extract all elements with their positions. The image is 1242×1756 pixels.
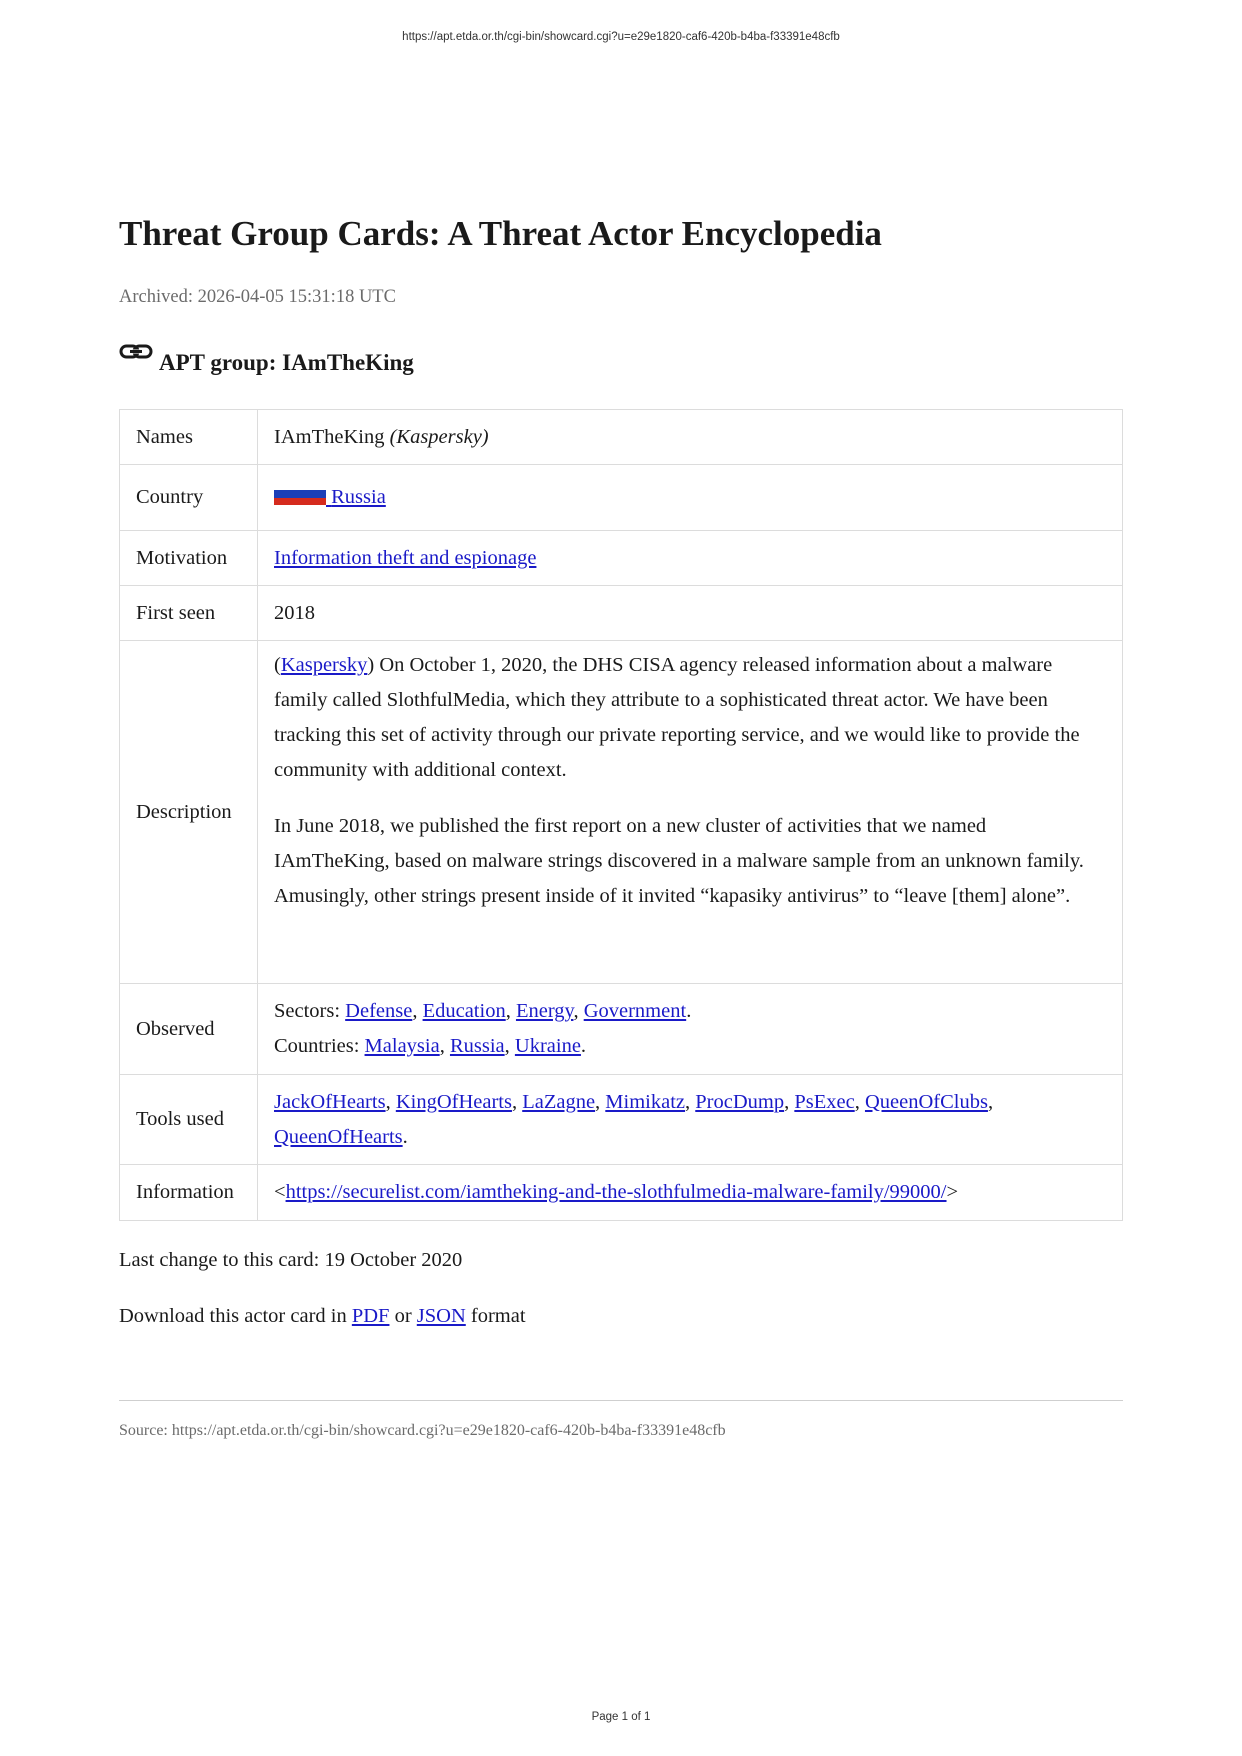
first-seen-label: First seen xyxy=(120,586,258,641)
names-label: Names xyxy=(120,410,258,465)
observed-value xyxy=(258,984,1123,1075)
flag-stripe-middle xyxy=(274,490,326,497)
information-label: Information xyxy=(120,1165,258,1221)
page-number: Page 1 of 1 xyxy=(591,1711,651,1723)
last-change: Last change to this card: 19 October 2020 xyxy=(119,1249,463,1271)
countries-label: Countries: xyxy=(274,1035,365,1057)
flag-stripe-top xyxy=(274,483,326,490)
sector-link-government[interactable]: Government xyxy=(583,1000,687,1022)
row-information xyxy=(120,1165,1123,1221)
sectors-label: Sectors: xyxy=(274,1000,346,1022)
information-value xyxy=(258,1165,1123,1221)
row-motivation xyxy=(120,531,1123,586)
observed-countries: Countries: Malaysia, Russia, Ukraine. xyxy=(274,1035,587,1057)
print-header-url: https://apt.etda.or.th/cgi-bin/showcard.cgi?u=e29e1820-caf6-420b-b4ba-f33391e48cfb xyxy=(402,31,840,43)
row-observed xyxy=(120,984,1123,1075)
flag-stripe-bottom xyxy=(274,498,326,505)
country-value xyxy=(258,465,1123,531)
names-value xyxy=(258,410,1123,465)
download-line xyxy=(119,1305,526,1328)
tool-link-jackofhearts[interactable]: JackOfHearts xyxy=(274,1090,386,1113)
sector-link-energy[interactable]: Energy xyxy=(515,1000,574,1022)
observed-sectors: Sectors: Defense, Education, Energy, Government. xyxy=(274,1000,692,1022)
link-icon[interactable] xyxy=(119,340,153,366)
tool-link-procdump[interactable]: ProcDump xyxy=(695,1090,785,1113)
country-link-russia[interactable]: Russia xyxy=(449,1035,505,1057)
tool-link-kingofhearts[interactable]: KingOfHearts xyxy=(395,1090,512,1113)
tools-label: Tools used xyxy=(120,1075,258,1165)
pdf-link[interactable]: PDF xyxy=(351,1305,390,1327)
row-first-seen xyxy=(120,586,1123,641)
observed-label: Observed xyxy=(120,984,258,1075)
download-suffix: format xyxy=(465,1305,526,1327)
information-url-link[interactable]: https://securelist.com/iamtheking-and-the-slothfulmedia-malware-family/99000/ xyxy=(285,1181,947,1203)
row-country xyxy=(120,465,1123,531)
sector-link-education[interactable]: Education xyxy=(422,1000,506,1022)
country-link-ukraine[interactable]: Ukraine xyxy=(514,1035,581,1057)
russia-flag-icon xyxy=(274,483,326,505)
description-text-1: ) On October 1, 2020, the DHS CISA agency released information about a malware family called SlothfulMedia, which they attribute to a sophisticated threat actor. We have been tracking this set of activity through our private reporting service, and we would like to provide the community with additional context. xyxy=(274,654,1080,781)
page-title: Threat Group Cards: A Threat Actor Encyclopedia xyxy=(119,214,882,253)
divider xyxy=(119,1400,1123,1401)
download-prefix: Download this actor card in xyxy=(119,1305,352,1327)
motivation-value xyxy=(258,531,1123,586)
paren-open: ( xyxy=(274,654,281,676)
group-heading xyxy=(119,340,414,376)
row-names xyxy=(120,410,1123,465)
tool-link-psexec[interactable]: PsExec xyxy=(794,1090,855,1113)
row-description xyxy=(120,641,1123,984)
angle-open: < xyxy=(274,1181,286,1203)
country-link-malaysia[interactable]: Malaysia xyxy=(364,1035,440,1057)
tool-link-mimikatz[interactable]: Mimikatz xyxy=(605,1090,686,1113)
angle-close: > xyxy=(946,1181,959,1203)
name-source: (Kaspersky) xyxy=(389,425,489,448)
source-url: Source: https://apt.etda.or.th/cgi-bin/showcard.cgi?u=e29e1820-caf6-420b-b4ba-f33391e48cfb xyxy=(119,1422,726,1439)
download-or: or xyxy=(389,1305,417,1327)
country-label: Country xyxy=(120,465,258,531)
json-link[interactable]: JSON xyxy=(416,1305,466,1327)
tool-link-queenofclubs[interactable]: QueenOfClubs xyxy=(864,1090,988,1113)
country-link[interactable] xyxy=(274,486,386,508)
group-title: APT group: IAmTheKing xyxy=(159,350,414,375)
actor-name: IAmTheKing xyxy=(274,425,385,448)
first-seen-value: 2018 xyxy=(258,586,1123,641)
tool-link-queenofhearts[interactable]: QueenOfHearts xyxy=(274,1125,403,1148)
tool-link-lazagne[interactable]: LaZagne xyxy=(522,1090,596,1113)
sector-link-defense[interactable]: Defense xyxy=(345,1000,413,1022)
description-label: Description xyxy=(120,641,258,984)
kaspersky-link[interactable]: Kaspersky xyxy=(280,654,368,676)
actor-card-table xyxy=(119,409,1123,1221)
description-paragraph-1 xyxy=(274,648,1106,788)
description-value xyxy=(258,641,1123,984)
tools-value: JackOfHearts, KingOfHearts, LaZagne, Mimikatz, ProcDump, PsExec, QueenOfClubs, QueenOfHearts. xyxy=(258,1075,1123,1165)
description-paragraph-2: In June 2018, we published the first report on a new cluster of activities that we named IAmTheKing, based on malware strings discovered in a malware sample from an unknown family. Amusingly, other strings present inside of it invited “kapasiky antivirus” to “leave [them] alone”. xyxy=(274,815,1084,907)
archived-timestamp: Archived: 2026-04-05 15:31:18 UTC xyxy=(119,287,396,307)
motivation-label: Motivation xyxy=(120,531,258,586)
country-name: Russia xyxy=(331,486,386,508)
motivation-link[interactable]: Information theft and espionage xyxy=(274,546,537,569)
row-tools xyxy=(120,1075,1123,1165)
